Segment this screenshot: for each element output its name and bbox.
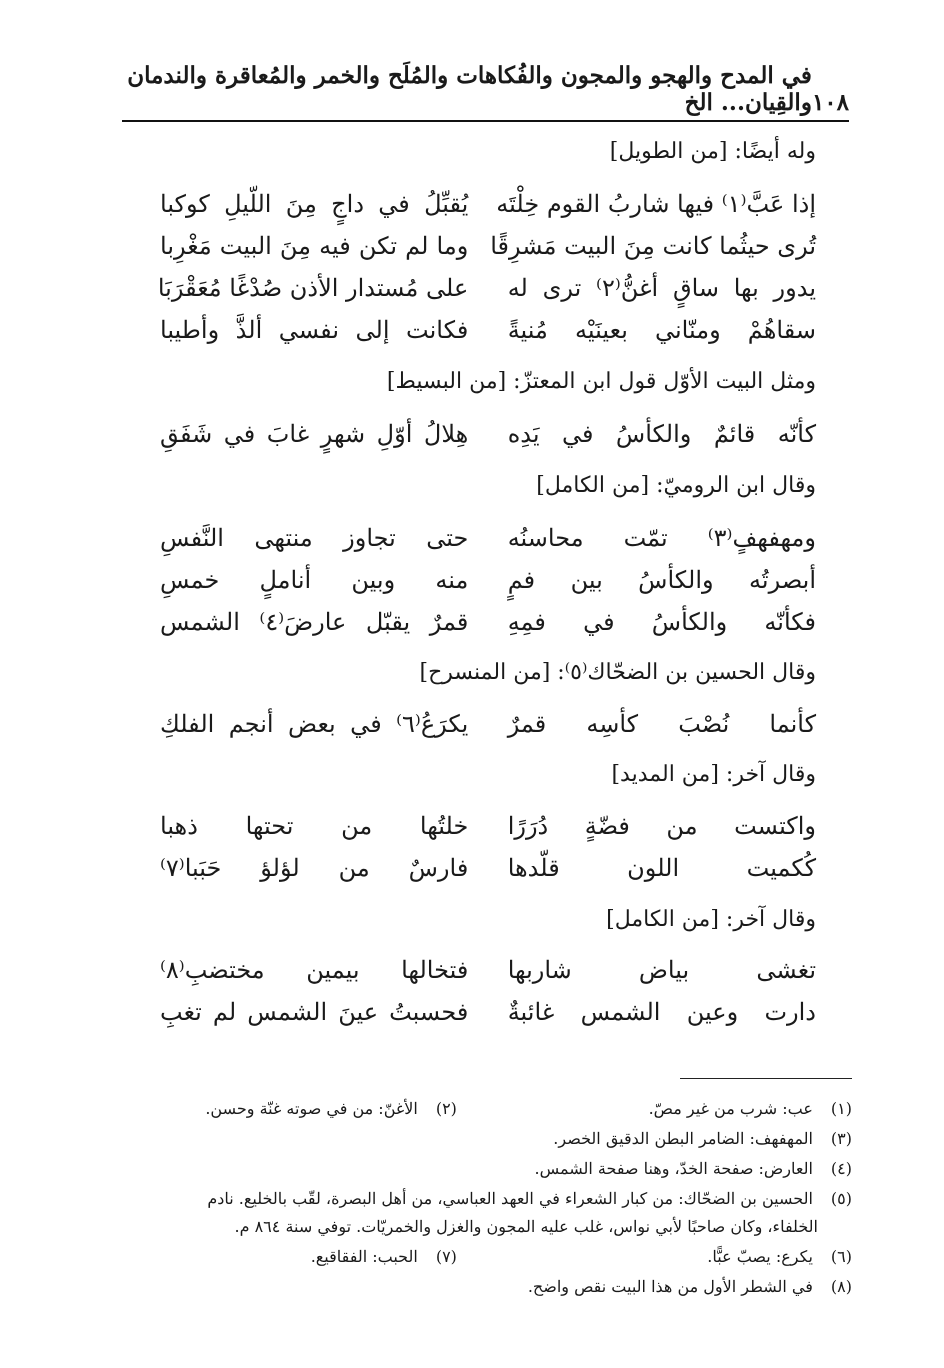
second-hemistich: وما لم تكن فيه مِنَ البيت مَغْرِبا: [160, 232, 469, 260]
verse-line: [160, 602, 816, 642]
footnote-number: (٤): [830, 1159, 852, 1178]
footnote-line: [100, 1186, 852, 1211]
footnote-text: المهفهف: الضامر البطن الدقيق الخصر.: [553, 1129, 813, 1148]
footnote-text: الحسين بن الضحّاك: من كبار الشعراء في العهد العباسي، من أهل البصرة، لقّب بالخليع. نادم: [207, 1189, 813, 1208]
first-hemistich: واكتست من فضّةٍ دُرَرًا: [507, 812, 816, 840]
footnote-line: [100, 1096, 852, 1121]
verse-line: [160, 226, 816, 266]
first-hemistich: كُكميت اللون قلّدها: [507, 854, 816, 882]
first-hemistich: تُرى حيثُما كانت مِنَ البيت مَشرِقًا: [490, 232, 816, 260]
first-hemistich: تغشى بياض شاربها: [507, 956, 816, 984]
verse-line: [160, 992, 816, 1032]
footnote-line: [100, 1274, 852, 1299]
footnote-text: الأغنّ: من في صوته غنّة وحسن.: [205, 1099, 418, 1118]
footnote-number: (٢): [435, 1099, 457, 1118]
second-hemistich: فكانت إلى نفسي ألذَّ وأطيبا: [160, 316, 469, 344]
verse-line: [160, 518, 816, 558]
footnote-line: [100, 1156, 852, 1181]
second-hemistich: حتى تجاوز منتهى النَّفسِ: [160, 524, 469, 552]
first-hemistich: كأنّه قائمٌ والكأسُ في يَدِه: [507, 420, 816, 448]
second-hemistich: يكرَعُ⁽٦⁾ في بعض أنجم الفلكِ: [160, 710, 469, 738]
poem-intro: وله أيضًا: [من الطويل]: [609, 139, 816, 164]
footnote-text: الحبب: الفقاقيع.: [310, 1247, 418, 1266]
page-number: ١٠٨: [811, 89, 849, 116]
footnote-number: (١): [830, 1099, 852, 1118]
second-hemistich: على مُستدار الأذن صُدْغًا مُعَقْرَبَا: [157, 274, 469, 302]
second-hemistich: منه وبين أناملٍ خمسِ: [160, 566, 469, 594]
first-hemistich: ومهفهفٍ⁽٣⁾ تمّت محاسنُه: [507, 524, 816, 552]
first-hemistich: أبصرتُه والكأسُ بين فمٍ: [507, 566, 816, 594]
second-hemistich: خلتُها من تحتها ذهبا: [160, 812, 469, 840]
footnote-line: [100, 1244, 852, 1269]
verse-line: [160, 704, 816, 744]
first-hemistich: يدور بها ساقٍ أغنُّ⁽٢⁾ ترى له: [507, 274, 816, 302]
poem-intro: وقال ابن الروميّ: [من الكامل]: [536, 473, 816, 498]
footnote-number: (٣): [830, 1129, 852, 1148]
footnote-separator: [680, 1078, 852, 1079]
first-hemistich: فكأنّه والكأسُ في فمِهِ: [507, 608, 816, 636]
second-hemistich: هِلالُ أوّلِ شهرٍ غابَ في شَفَقِ: [160, 420, 469, 448]
second-hemistich: فتخالها بيمين مختضبِ⁽٨⁾: [160, 956, 469, 984]
first-hemistich: إذا عَبَّ⁽١⁾ فيها شاربُ القوم خِلْتَه: [496, 190, 816, 218]
footnote-text: العارض: صفحة الخدّ، وهنا صفحة الشمس.: [534, 1159, 813, 1178]
running-title: في المدح والهجو والمجون والفُكاهات والمُلَح والخمر والمُعاقرة والندمان والقِيان... الخ: [127, 62, 812, 116]
verse-line: [160, 848, 816, 888]
footnote-text: في الشطر الأول من هذا البيت نقص واضح.: [527, 1277, 813, 1296]
second-hemistich: قمرٌ يقبّل عارضَ⁽٤⁾ الشمس: [160, 608, 469, 636]
first-hemistich: سقاهُمْ ومنّاني بعينَيْه مُنيةً: [507, 316, 816, 344]
verse-line: [160, 806, 816, 846]
poem-intro: وقال الحسين بن الضحّاك⁽٥⁾: [من المنسرح]: [419, 660, 816, 685]
verse-line: [160, 310, 816, 350]
first-hemistich: كأنما نُصْبَ كأسِه قمرٌ: [507, 710, 816, 738]
second-hemistich: يُقبِّلُ في داجٍ مِنَ اللّيلِ كوكبا: [160, 190, 469, 218]
first-hemistich: دارت وعين الشمس غائبةٌ: [507, 998, 816, 1026]
footnote-text: عب: شرب من غير مصّ.: [648, 1099, 813, 1118]
verse-line: [160, 184, 816, 224]
footnote-continuation: الخلفاء، وكان صاحبًا لأبي نواس، غلب عليه المجون والغزل والخمريّات. توفي سنة ٨٦٤ م.: [234, 1217, 818, 1236]
footnote-number: (٧): [435, 1247, 457, 1266]
verse-line: [160, 414, 816, 454]
verse-line: [157, 268, 816, 308]
poem-intro: وقال آخر: [من الكامل]: [606, 907, 816, 932]
footnote-number: (٥): [830, 1189, 852, 1208]
verse-line: [160, 560, 816, 600]
footnote-text: يكرع: يصبّ عبًّا.: [707, 1247, 813, 1266]
running-head: [122, 62, 849, 122]
second-hemistich: فحسبتُ عينَ الشمس لم تغبِ: [160, 998, 469, 1026]
header-rule: [122, 120, 849, 122]
footnote-number: (٦): [830, 1247, 852, 1266]
poem-intro: وقال آخر: [من المديد]: [611, 762, 816, 787]
second-hemistich: فارسٌ من لؤلؤ حَبَبا⁽٧⁾: [160, 854, 469, 882]
poem-intro: ومثل البيت الأوّل قول ابن المعتزّ: [من البسيط]: [386, 369, 816, 394]
footnote-line: [100, 1126, 852, 1151]
footnote-number: (٨): [830, 1277, 852, 1296]
verse-line: [160, 950, 816, 990]
